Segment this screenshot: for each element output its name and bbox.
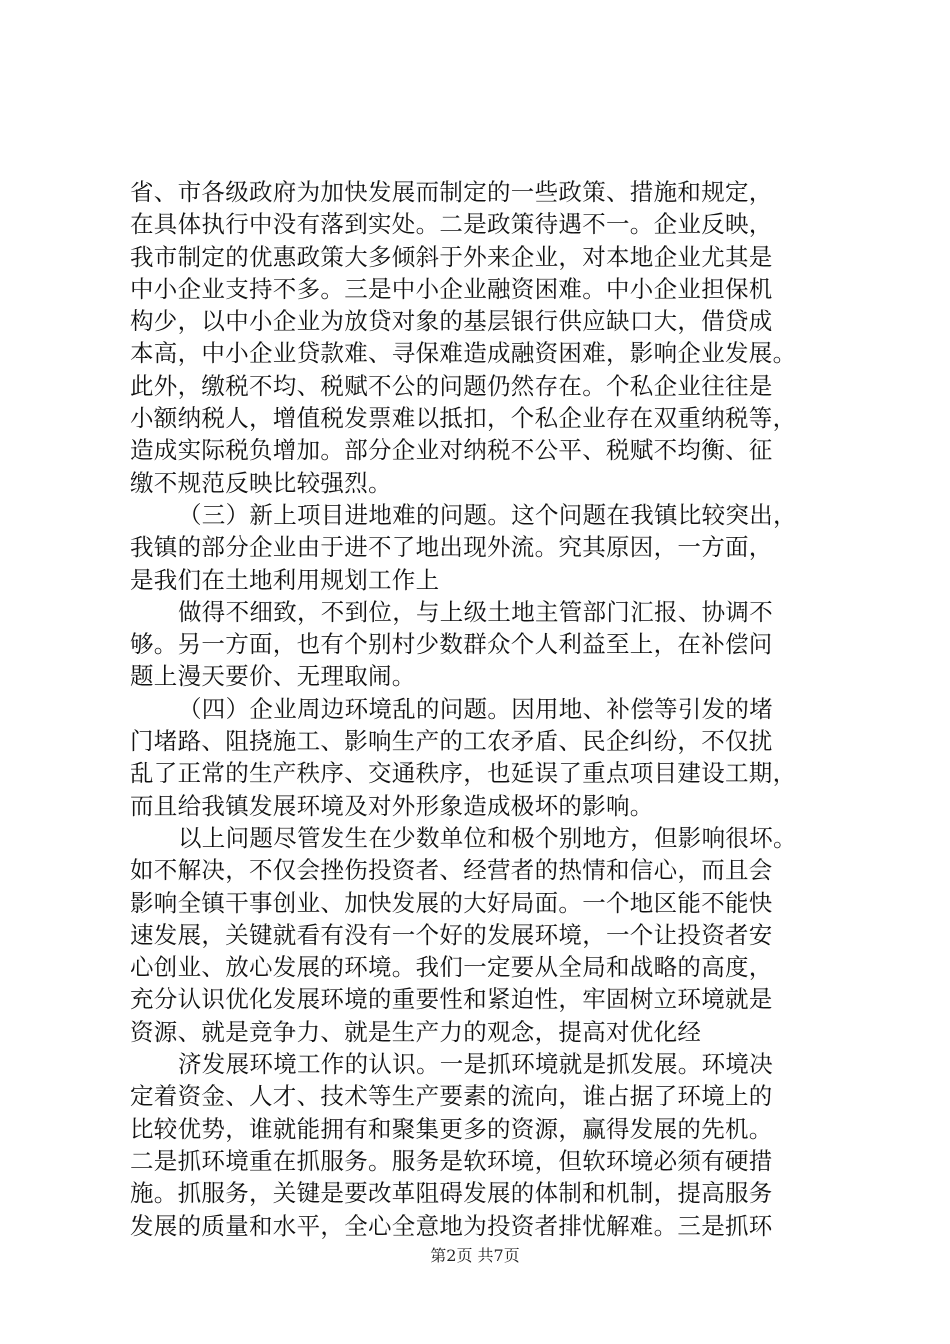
text-line: 济发展环境工作的认识。一是抓环境就是抓发展。环境决 [178, 1050, 773, 1079]
text-line: 发展的质量和水平，全心全意地为投资者排忧解难。三是抓环 [130, 1211, 773, 1240]
text-line: 影响全镇干事创业、加快发展的大好局面。一个地区能不能快 [130, 888, 773, 917]
text-line: 在具体执行中没有落到实处。二是政策待遇不一。企业反映， [130, 210, 773, 239]
text-line: 以上问题尽管发生在少数单位和极个别地方，但影响很坏。 [178, 823, 797, 852]
text-line: 门堵路、阻挠施工、影响生产的工农矛盾、民企纠纷，不仅扰 [130, 727, 773, 756]
document-body [130, 176, 850, 1242]
text-line: 中小企业支持不多。三是中小企业融资困难。中小企业担保机 [130, 274, 773, 303]
text-line: 速发展，关键就看有没有一个好的发展环境，一个让投资者安 [130, 920, 773, 949]
text-line: 本高，中小企业贷款难、寻保难造成融资困难，影响企业发展。 [130, 339, 797, 368]
text-line: （三）新上项目进地难的问题。这个问题在我镇比较突出， [178, 500, 797, 529]
text-line: 心创业、放心发展的环境。我们一定要从全局和战略的高度， [130, 953, 773, 982]
text-line: 而且给我镇发展环境及对外形象造成极坏的影响。 [130, 791, 654, 820]
text-line: 省、市各级政府为加快发展而制定的一些政策、措施和规定， [130, 178, 773, 206]
text-line: 充分认识优化发展环境的重要性和紧迫性，牢固树立环境就是 [130, 985, 773, 1014]
text-line: 构少，以中小企业为放贷对象的基层银行供应缺口大，借贷成 [130, 307, 773, 336]
text-line: 乱了正常的生产秩序、交通秩序，也延误了重点项目建设工期， [130, 759, 797, 788]
text-line: 造成实际税负增加。部分企业对纳税不公平、税赋不均衡、征 [130, 436, 773, 465]
text-line: 施。抓服务，关键是要改革阻碍发展的体制和机制，提高服务 [130, 1179, 773, 1208]
text-line: 够。另一方面，也有个别村少数群众个人利益至上，在补偿问 [130, 630, 773, 659]
text-line: 是我们在土地利用规划工作上 [130, 565, 440, 594]
text-line: 小额纳税人，增值税发票难以抵扣，个私企业存在双重纳税等， [130, 404, 797, 433]
text-line: 我市制定的优惠政策大多倾斜于外来企业，对本地企业尤其是 [130, 242, 773, 271]
text-line: （四）企业周边环境乱的问题。因用地、补偿等引发的堵 [178, 694, 773, 723]
text-line: 题上漫天要价、无理取闹。 [130, 662, 416, 691]
text-line: 缴不规范反映比较强烈。 [130, 468, 392, 497]
text-line: 此外，缴税不均、税赋不公的问题仍然存在。个私企业往往是 [130, 371, 773, 400]
text-line: 我镇的部分企业由于进不了地出现外流。究其原因，一方面， [130, 533, 773, 562]
text-line: 做得不细致，不到位，与上级土地主管部门汇报、协调不 [178, 597, 773, 626]
text-line: 比较优势，谁就能拥有和聚集更多的资源，赢得发展的先机。 [130, 1114, 773, 1143]
text-line: 如不解决，不仅会挫伤投资者、经营者的热情和信心，而且会 [130, 856, 773, 885]
text-line: 资源、就是竞争力、就是生产力的观念，提高对优化经 [130, 1017, 702, 1046]
text-line: 定着资金、人才、技术等生产要素的流向，谁占据了环境上的 [130, 1082, 773, 1111]
page-indicator: 第2页 共7页 [430, 1246, 520, 1265]
text-line: 二是抓环境重在抓服务。服务是软环境，但软环境必须有硬措 [130, 1146, 773, 1175]
